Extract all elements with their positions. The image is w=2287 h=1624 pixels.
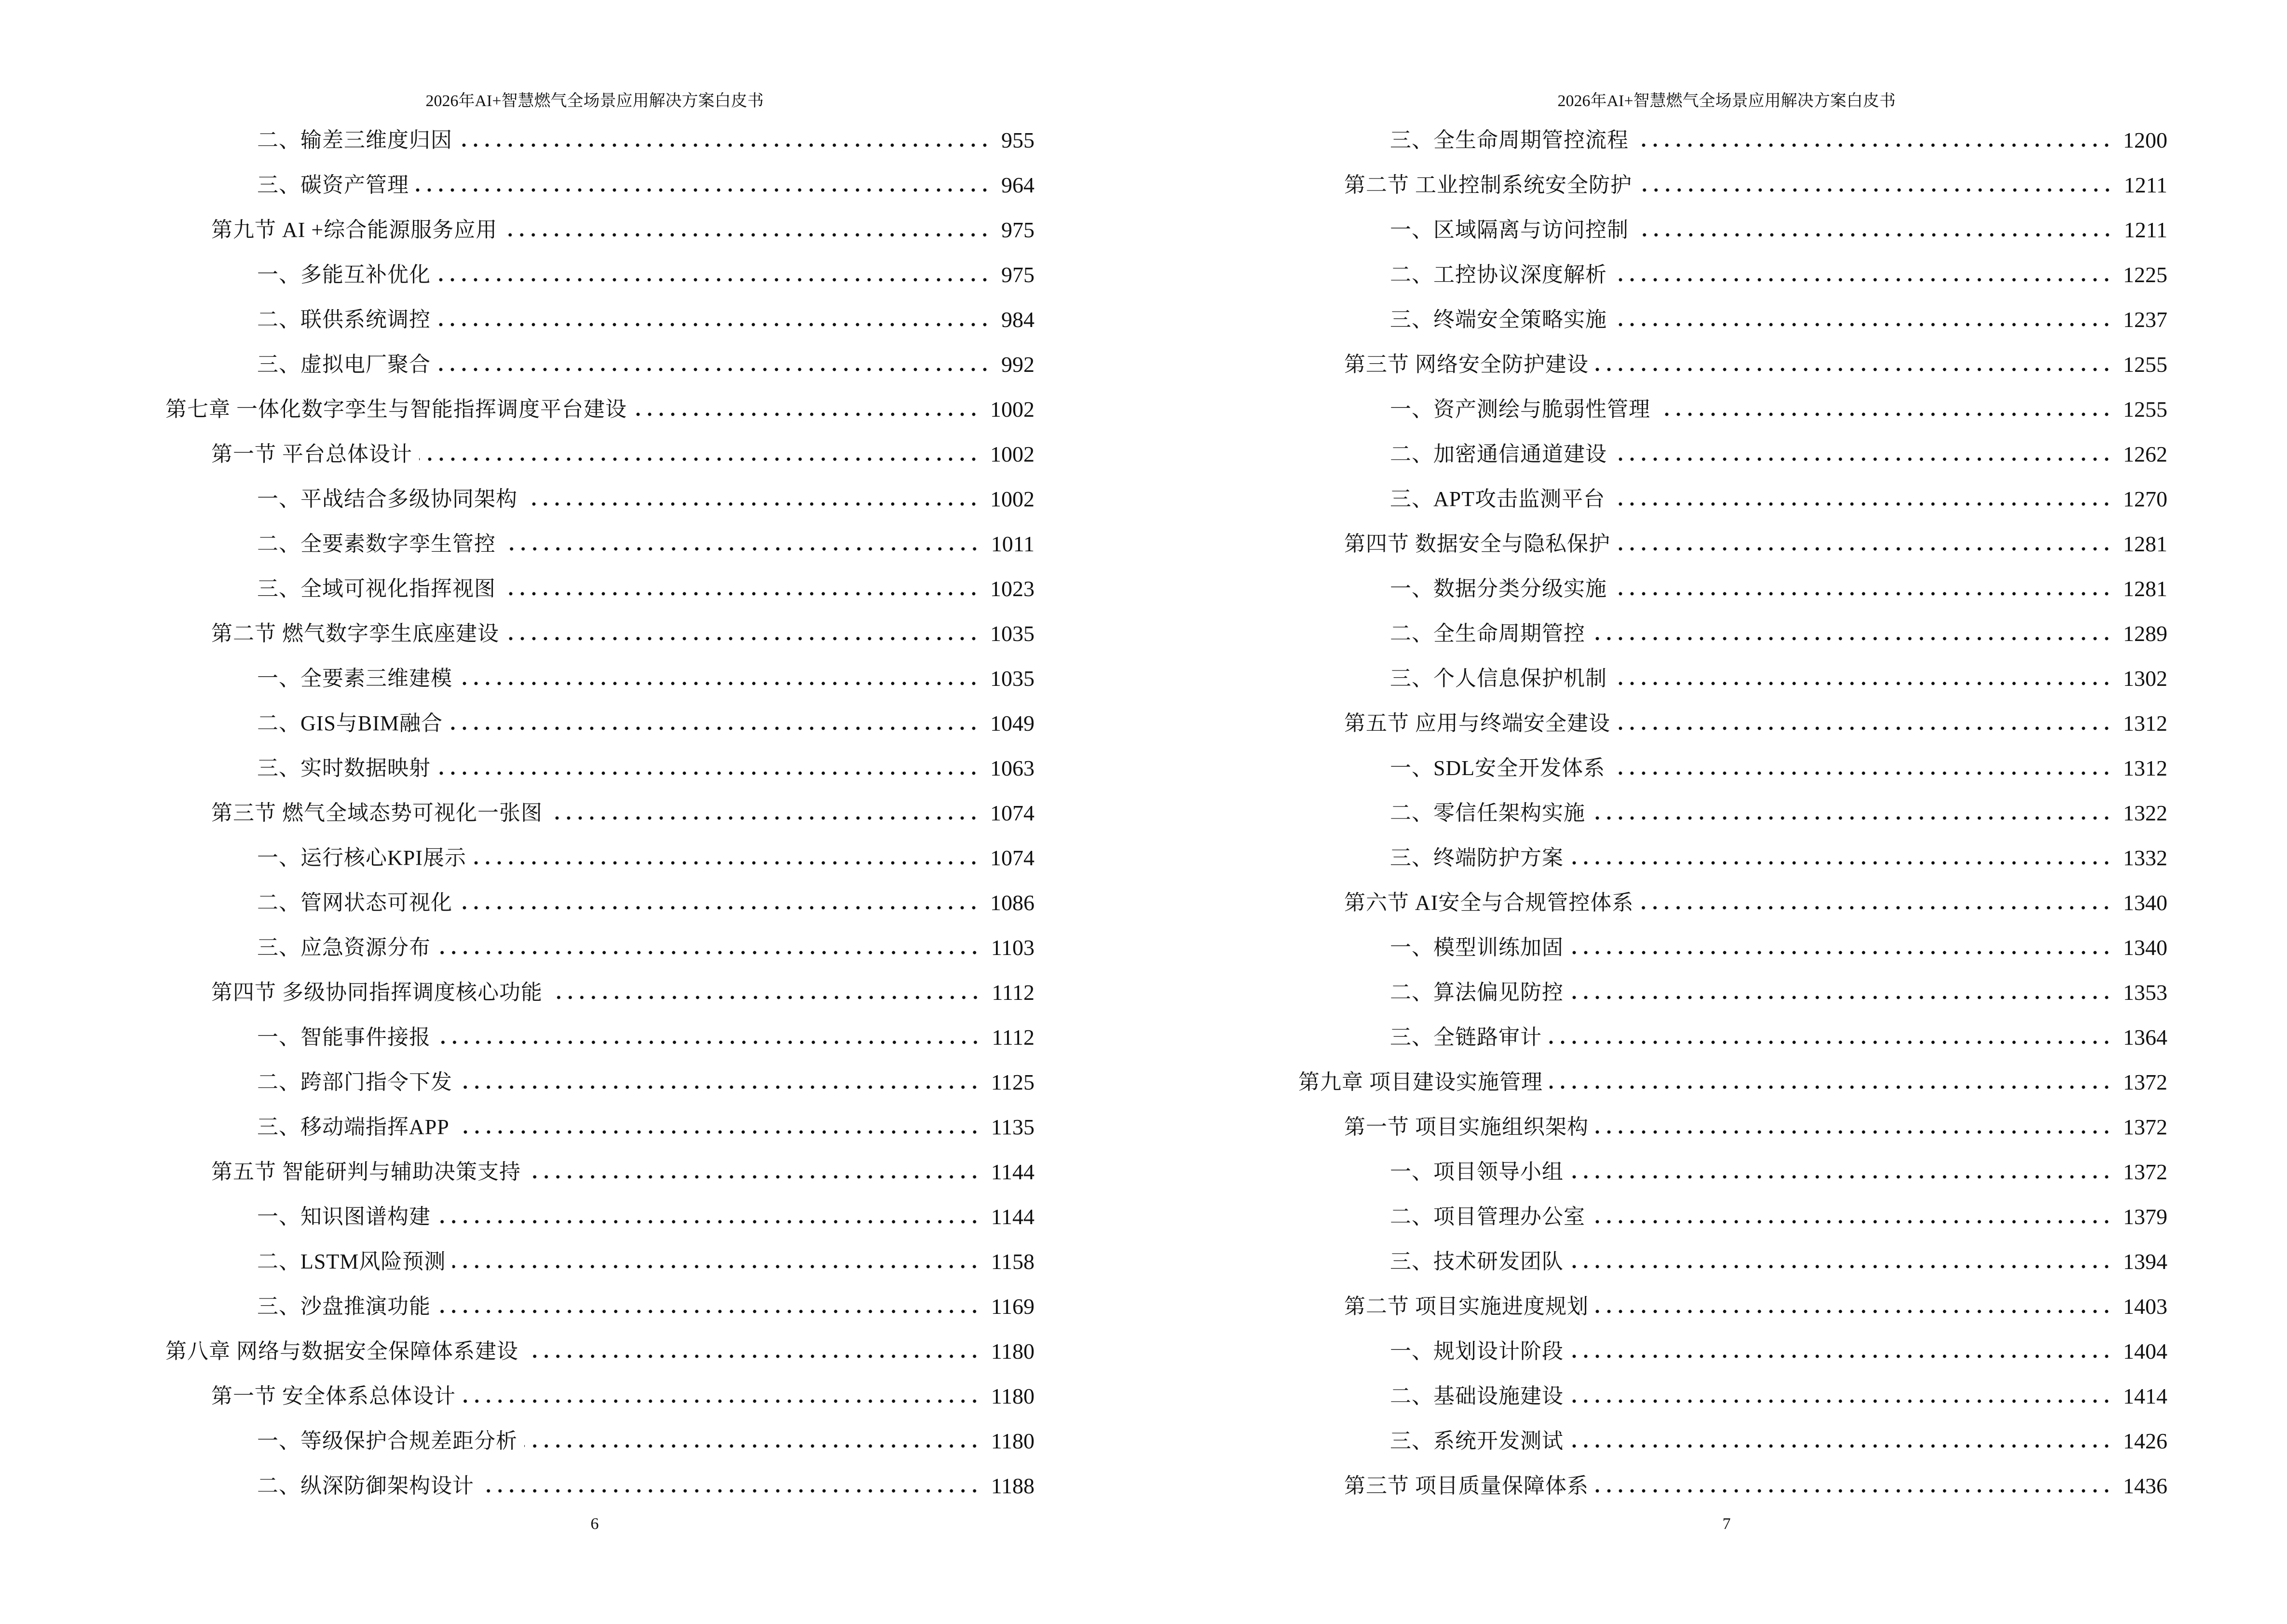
- toc-entry-page-number: 1103: [991, 935, 1035, 960]
- dot-leader: [1614, 681, 2112, 686]
- toc-entry-title: 一、知识图谱构建: [257, 1204, 431, 1228]
- dot-leader: [524, 1444, 980, 1448]
- toc-entry-title: 二、零信任架构实施: [1390, 801, 1585, 825]
- toc-entry-page-number: 1426: [2123, 1428, 2167, 1453]
- toc-entry-item[interactable]: [0, 880, 1035, 925]
- toc-entry-item[interactable]: [0, 1060, 1035, 1105]
- dot-leader: [1570, 1399, 2112, 1404]
- dot-leader: [1595, 1130, 2112, 1134]
- toc-entry-page-number: 1414: [2123, 1383, 2167, 1408]
- toc-entry-page-number: 1302: [2123, 666, 2167, 691]
- toc-entry-item[interactable]: [0, 835, 1035, 880]
- dot-leader: [416, 188, 991, 192]
- toc-entry-page-number: 1158: [991, 1249, 1035, 1274]
- toc-entry-item[interactable]: [1133, 1149, 2167, 1194]
- dot-leader: [1617, 726, 2112, 731]
- toc-entry-item[interactable]: [1133, 1239, 2167, 1284]
- dot-leader: [1570, 995, 2112, 1000]
- toc-entry-title: 一、全要素三维建模: [257, 666, 452, 690]
- toc-entry-section[interactable]: [0, 432, 1035, 477]
- dot-leader: [1570, 1174, 2112, 1179]
- toc-entry-page-number: 1074: [990, 800, 1035, 825]
- dot-leader: [1617, 546, 2112, 551]
- toc-entry-page-number: 1372: [2123, 1114, 2167, 1139]
- toc-entry-title: 二、基础设施建设: [1390, 1384, 1564, 1408]
- toc-entry-title: 二、算法偏见防控: [1390, 980, 1564, 1004]
- toc-entry-section[interactable]: [1133, 342, 2167, 387]
- toc-entry-page-number: 1394: [2123, 1249, 2167, 1274]
- toc-entry-page-number: 1262: [2123, 441, 2167, 466]
- toc-entry-page-number: 1312: [2123, 710, 2167, 736]
- toc-entry-item[interactable]: [0, 566, 1035, 611]
- toc-entry-page-number: 1002: [990, 441, 1035, 466]
- dot-leader: [437, 1219, 980, 1224]
- toc-entry-item[interactable]: [0, 521, 1035, 566]
- toc-entry-title: 第二节 工业控制系统安全防护: [1344, 173, 1632, 197]
- toc-entry-title: 一、项目领导小组: [1390, 1160, 1564, 1184]
- toc-entry-page-number: 1403: [2123, 1294, 2167, 1319]
- toc-entry-item[interactable]: [0, 656, 1035, 701]
- toc-entry-item[interactable]: [1133, 118, 2167, 163]
- toc-entry-page-number: 1340: [2123, 890, 2167, 915]
- dot-leader: [1570, 1444, 2112, 1448]
- toc-entry-page-number: 1332: [2123, 845, 2167, 870]
- toc-entry-item[interactable]: [0, 1194, 1035, 1239]
- toc-entry-chapter[interactable]: [0, 1329, 1035, 1374]
- toc-entry-title: 三、全链路审计: [1390, 1025, 1542, 1049]
- toc-entry-title: 一、运行核心KPI展示: [257, 846, 466, 870]
- dot-leader: [437, 1309, 980, 1314]
- toc-entry-page-number: 1211: [2124, 172, 2167, 197]
- dot-leader: [1550, 1085, 2112, 1090]
- dot-leader: [1614, 591, 2112, 596]
- toc-entry-item[interactable]: [0, 342, 1035, 387]
- toc-entry-page-number: 1112: [992, 980, 1035, 1005]
- toc-entry-item[interactable]: [1133, 387, 2167, 432]
- dot-leader: [1570, 1264, 2112, 1269]
- toc-entry-page-number: 1023: [990, 576, 1035, 601]
- dot-leader: [459, 681, 980, 686]
- toc-entry-page-number: 1353: [2123, 980, 2167, 1005]
- toc-entry-page-number: 992: [1001, 352, 1035, 377]
- toc-entry-page-number: 1112: [992, 1024, 1035, 1050]
- toc-entry-page-number: 975: [1001, 262, 1035, 287]
- toc-entry-page-number: 1086: [990, 890, 1035, 915]
- dot-leader: [1612, 502, 2112, 506]
- toc-entry-page-number: 1049: [990, 710, 1035, 736]
- toc-entry-item[interactable]: [1133, 1329, 2167, 1374]
- toc-entry-item[interactable]: [0, 1105, 1035, 1149]
- toc-entry-title: 二、LSTM风险预测: [257, 1249, 446, 1273]
- toc-entry-item[interactable]: [0, 118, 1035, 163]
- toc-entry-item[interactable]: [1133, 656, 2167, 701]
- toc-entry-page-number: 1436: [2123, 1473, 2167, 1498]
- toc-entry-page-number: 1281: [2123, 576, 2167, 601]
- toc-entry-chapter[interactable]: [1133, 1060, 2167, 1105]
- toc-entry-title: 二、输差三维度归因: [257, 128, 452, 152]
- toc-entry-item[interactable]: [1133, 970, 2167, 1015]
- toc-entry-page-number: 1255: [2123, 396, 2167, 422]
- toc-entry-item[interactable]: [1133, 297, 2167, 342]
- toc-entry-page-number: 1011: [991, 531, 1035, 556]
- toc-entry-item[interactable]: [0, 701, 1035, 746]
- dot-leader: [437, 771, 980, 776]
- toc-entry-section[interactable]: [1133, 1284, 2167, 1329]
- running-header: 2026年AI+智慧燃气全场景应用解决方案白皮书: [425, 92, 764, 110]
- right-page: [1133, 0, 2276, 1624]
- toc-entry-title: 三、终端防护方案: [1390, 846, 1564, 870]
- toc-entry-page-number: 1211: [2124, 217, 2167, 242]
- toc-entry-title: 三、个人信息保护机制: [1390, 666, 1607, 690]
- toc-entry-title: 三、应急资源分布: [257, 935, 431, 959]
- toc-entry-section[interactable]: [0, 1149, 1035, 1194]
- toc-entry-page-number: 1074: [990, 845, 1035, 870]
- dot-leader: [1592, 816, 2112, 820]
- dot-leader: [525, 1354, 980, 1359]
- toc-entry-page-number: 1372: [2123, 1159, 2167, 1184]
- toc-entry-title: 二、管网状态可视化: [257, 890, 452, 914]
- dot-leader: [449, 726, 980, 731]
- toc-entry-title: 三、系统开发测试: [1390, 1429, 1564, 1453]
- dot-leader: [463, 1399, 980, 1404]
- dot-leader: [1614, 457, 2112, 462]
- dot-leader: [1595, 1309, 2112, 1314]
- toc-entry-title: 二、联供系统调控: [257, 307, 431, 331]
- dot-leader: [481, 1488, 980, 1493]
- toc-entry-page-number: 1002: [990, 396, 1035, 422]
- toc-entry-item[interactable]: [1133, 566, 2167, 611]
- toc-entry-item[interactable]: [1133, 1419, 2167, 1463]
- dot-leader: [1612, 771, 2112, 776]
- toc-entry-title: 一、智能事件接报: [257, 1025, 431, 1049]
- toc-entry-title: 二、全生命周期管控: [1390, 621, 1585, 645]
- toc-entry-item[interactable]: [0, 477, 1035, 521]
- toc-entry-title: 三、技术研发团队: [1390, 1249, 1564, 1273]
- dot-leader: [506, 636, 980, 641]
- toc-entry-title: 三、碳资产管理: [257, 173, 409, 197]
- toc-entry-page-number: 1200: [2123, 127, 2167, 152]
- toc-entry-section[interactable]: [0, 791, 1035, 835]
- toc-entry-title: 一、多能互补优化: [257, 262, 431, 287]
- toc-entry-page-number: 1125: [991, 1069, 1035, 1094]
- toc-entry-title: 第五节 智能研判与辅助决策支持: [211, 1160, 521, 1184]
- dot-leader: [1570, 1354, 2112, 1359]
- toc-entry-item[interactable]: [1133, 1194, 2167, 1239]
- toc-entry-page-number: 964: [1001, 172, 1035, 197]
- toc-entry-title: 三、APT攻击监测平台: [1390, 487, 1606, 511]
- toc-entry-title: 第一节 项目实施组织架构: [1344, 1115, 1589, 1139]
- dot-leader: [437, 367, 991, 372]
- table-of-contents: [1133, 118, 2167, 1508]
- toc-entry-page-number: 984: [1001, 307, 1035, 332]
- toc-entry-title: 第八章 网络与数据安全保障体系建设: [165, 1339, 518, 1363]
- dot-leader: [634, 412, 980, 417]
- page-number: 7: [1722, 1515, 1731, 1533]
- dot-leader: [1549, 1040, 2112, 1045]
- toc-entry-page-number: 1144: [991, 1204, 1035, 1229]
- toc-entry-item[interactable]: [1133, 207, 2167, 252]
- dot-leader: [1614, 322, 2112, 327]
- dot-leader: [1635, 232, 2113, 237]
- toc-entry-title: 一、模型训练加固: [1390, 935, 1564, 959]
- dot-leader: [1595, 1488, 2112, 1493]
- toc-entry-item[interactable]: [1133, 835, 2167, 880]
- toc-entry-section[interactable]: [0, 207, 1035, 252]
- toc-entry-section[interactable]: [1133, 163, 2167, 207]
- dot-leader: [528, 1174, 980, 1179]
- toc-entry-title: 三、移动端指挥APP: [257, 1115, 449, 1139]
- dot-leader: [473, 860, 980, 865]
- toc-entry-page-number: 975: [1001, 217, 1035, 242]
- toc-entry-page-number: 1180: [991, 1383, 1035, 1408]
- table-of-contents: [0, 118, 1035, 1508]
- dot-leader: [459, 905, 980, 910]
- dot-leader: [1639, 188, 2113, 192]
- toc-entry-page-number: 1255: [2123, 352, 2167, 377]
- toc-entry-page-number: 1135: [991, 1114, 1035, 1139]
- dot-leader: [1570, 950, 2112, 955]
- toc-entry-title: 第九节 AI +综合能源服务应用: [211, 218, 498, 242]
- toc-entry-item[interactable]: [0, 746, 1035, 791]
- toc-entry-page-number: 1169: [991, 1294, 1035, 1319]
- toc-entry-page-number: 1372: [2123, 1069, 2167, 1094]
- toc-entry-page-number: 1188: [991, 1473, 1035, 1498]
- toc-entry-page-number: 1225: [2123, 262, 2167, 287]
- toc-entry-title: 二、工控协议深度解析: [1390, 262, 1607, 287]
- toc-entry-item[interactable]: [0, 297, 1035, 342]
- dot-leader: [1592, 636, 2112, 641]
- toc-entry-page-number: 955: [1001, 127, 1035, 152]
- dot-leader: [504, 232, 991, 237]
- dot-leader: [437, 950, 980, 955]
- toc-entry-title: 第六节 AI安全与合规管控体系: [1344, 890, 1634, 914]
- dot-leader: [549, 995, 981, 1000]
- running-header: 2026年AI+智慧燃气全场景应用解决方案白皮书: [1557, 92, 1896, 110]
- toc-entry-title: 第一节 安全体系总体设计: [211, 1384, 456, 1408]
- toc-entry-page-number: 1144: [991, 1159, 1035, 1184]
- dot-leader: [437, 1040, 981, 1045]
- toc-entry-item[interactable]: [0, 163, 1035, 207]
- toc-entry-item[interactable]: [0, 1419, 1035, 1463]
- toc-entry-section[interactable]: [1133, 521, 2167, 566]
- toc-entry-title: 二、项目管理办公室: [1390, 1204, 1585, 1228]
- toc-entry-title: 一、区域隔离与访问控制: [1390, 218, 1629, 242]
- toc-entry-title: 第二节 燃气数字孪生底座建设: [211, 621, 499, 645]
- toc-entry-page-number: 1035: [990, 621, 1035, 646]
- toc-entry-chapter[interactable]: [0, 387, 1035, 432]
- toc-entry-item[interactable]: [1133, 611, 2167, 656]
- dot-leader: [524, 502, 980, 506]
- toc-entry-page-number: 1281: [2123, 531, 2167, 556]
- toc-entry-title: 二、全要素数字孪生管控: [257, 532, 496, 556]
- dot-leader: [459, 143, 991, 148]
- toc-entry-title: 二、GIS与BIM融合: [257, 711, 443, 735]
- toc-entry-page-number: 1289: [2123, 621, 2167, 646]
- toc-entry-section[interactable]: [1133, 1105, 2167, 1149]
- toc-entry-title: 第三节 燃气全域态势可视化一张图: [211, 801, 543, 825]
- toc-entry-title: 三、全域可视化指挥视图: [257, 576, 496, 600]
- toc-entry-title: 一、资产测绘与脆弱性管理: [1390, 397, 1650, 421]
- dot-leader: [1657, 412, 2112, 417]
- toc-entry-section[interactable]: [1133, 701, 2167, 746]
- toc-entry-item[interactable]: [1133, 1374, 2167, 1419]
- toc-entry-title: 一、平战结合多级协同架构: [257, 487, 517, 511]
- toc-entry-title: 第三节 项目质量保障体系: [1344, 1474, 1589, 1498]
- toc-entry-title: 三、终端安全策略实施: [1390, 307, 1607, 331]
- dot-leader: [419, 457, 980, 462]
- toc-entry-title: 三、虚拟电厂聚合: [257, 352, 431, 376]
- toc-entry-page-number: 1364: [2123, 1024, 2167, 1050]
- toc-entry-title: 三、全生命周期管控流程: [1390, 128, 1629, 152]
- toc-entry-page-number: 1312: [2123, 755, 2167, 780]
- toc-entry-item[interactable]: [1133, 477, 2167, 521]
- toc-entry-title: 第五节 应用与终端安全建设: [1344, 711, 1610, 735]
- toc-entry-title: 第二节 项目实施进度规划: [1344, 1294, 1589, 1318]
- toc-entry-page-number: 1322: [2123, 800, 2167, 825]
- toc-entry-item[interactable]: [1133, 1015, 2167, 1060]
- toc-entry-page-number: 1063: [990, 755, 1035, 780]
- toc-entry-page-number: 1340: [2123, 935, 2167, 960]
- dot-leader: [1635, 143, 2112, 148]
- toc-entry-page-number: 1270: [2123, 486, 2167, 511]
- dot-leader: [456, 1130, 980, 1134]
- dot-leader: [1592, 1219, 2112, 1224]
- toc-entry-title: 第九章 项目建设实施管理: [1298, 1070, 1543, 1094]
- toc-entry-title: 三、实时数据映射: [257, 756, 431, 780]
- dot-leader: [437, 322, 991, 327]
- toc-entry-page-number: 1180: [991, 1428, 1035, 1453]
- toc-entry-page-number: 1002: [990, 486, 1035, 511]
- toc-entry-title: 一、规划设计阶段: [1390, 1339, 1564, 1363]
- toc-entry-title: 第四节 数据安全与隐私保护: [1344, 532, 1610, 556]
- toc-entry-item[interactable]: [0, 1239, 1035, 1284]
- toc-entry-page-number: 1379: [2123, 1204, 2167, 1229]
- toc-entry-section[interactable]: [0, 970, 1035, 1015]
- toc-entry-page-number: 1180: [991, 1338, 1035, 1364]
- toc-entry-item[interactable]: [0, 1463, 1035, 1508]
- toc-entry-title: 一、等级保护合规差距分析: [257, 1429, 517, 1453]
- toc-entry-item[interactable]: [1133, 746, 2167, 791]
- toc-entry-title: 第三节 网络安全防护建设: [1344, 352, 1589, 376]
- toc-entry-page-number: 1237: [2123, 307, 2167, 332]
- dot-leader: [459, 1085, 980, 1090]
- toc-entry-title: 一、SDL安全开发体系: [1390, 756, 1606, 780]
- toc-entry-title: 一、数据分类分级实施: [1390, 576, 1607, 600]
- dot-leader: [452, 1264, 980, 1269]
- toc-entry-title: 二、跨部门指令下发: [257, 1070, 452, 1094]
- dot-leader: [503, 591, 980, 596]
- dot-leader: [1614, 277, 2112, 282]
- page-number: 6: [590, 1515, 599, 1533]
- toc-entry-item[interactable]: [1133, 432, 2167, 477]
- toc-entry-title: 三、沙盘推演功能: [257, 1294, 431, 1318]
- toc-entry-item[interactable]: [1133, 925, 2167, 970]
- toc-entry-title: 第七章 一体化数字孪生与智能指挥调度平台建设: [165, 397, 627, 421]
- toc-entry-section[interactable]: [0, 1374, 1035, 1419]
- toc-entry-section[interactable]: [1133, 880, 2167, 925]
- dot-leader: [1640, 905, 2112, 910]
- toc-entry-title: 二、加密通信通道建设: [1390, 442, 1607, 466]
- toc-entry-item[interactable]: [0, 1284, 1035, 1329]
- toc-entry-page-number: 1035: [990, 666, 1035, 691]
- toc-entry-item[interactable]: [0, 925, 1035, 970]
- toc-entry-title: 二、纵深防御架构设计: [257, 1474, 474, 1498]
- toc-entry-item[interactable]: [0, 1015, 1035, 1060]
- toc-entry-item[interactable]: [0, 252, 1035, 297]
- toc-entry-page-number: 1404: [2123, 1338, 2167, 1364]
- toc-entry-item[interactable]: [1133, 791, 2167, 835]
- dot-leader: [437, 277, 991, 282]
- toc-entry-item[interactable]: [1133, 252, 2167, 297]
- toc-entry-title: 第四节 多级协同指挥调度核心功能: [211, 980, 543, 1004]
- dot-leader: [1595, 367, 2112, 372]
- dot-leader: [549, 816, 980, 820]
- dot-leader: [503, 546, 980, 551]
- toc-entry-title: 第一节 平台总体设计: [211, 442, 412, 466]
- dot-leader: [1570, 860, 2112, 865]
- toc-entry-section[interactable]: [0, 611, 1035, 656]
- toc-entry-section[interactable]: [1133, 1463, 2167, 1508]
